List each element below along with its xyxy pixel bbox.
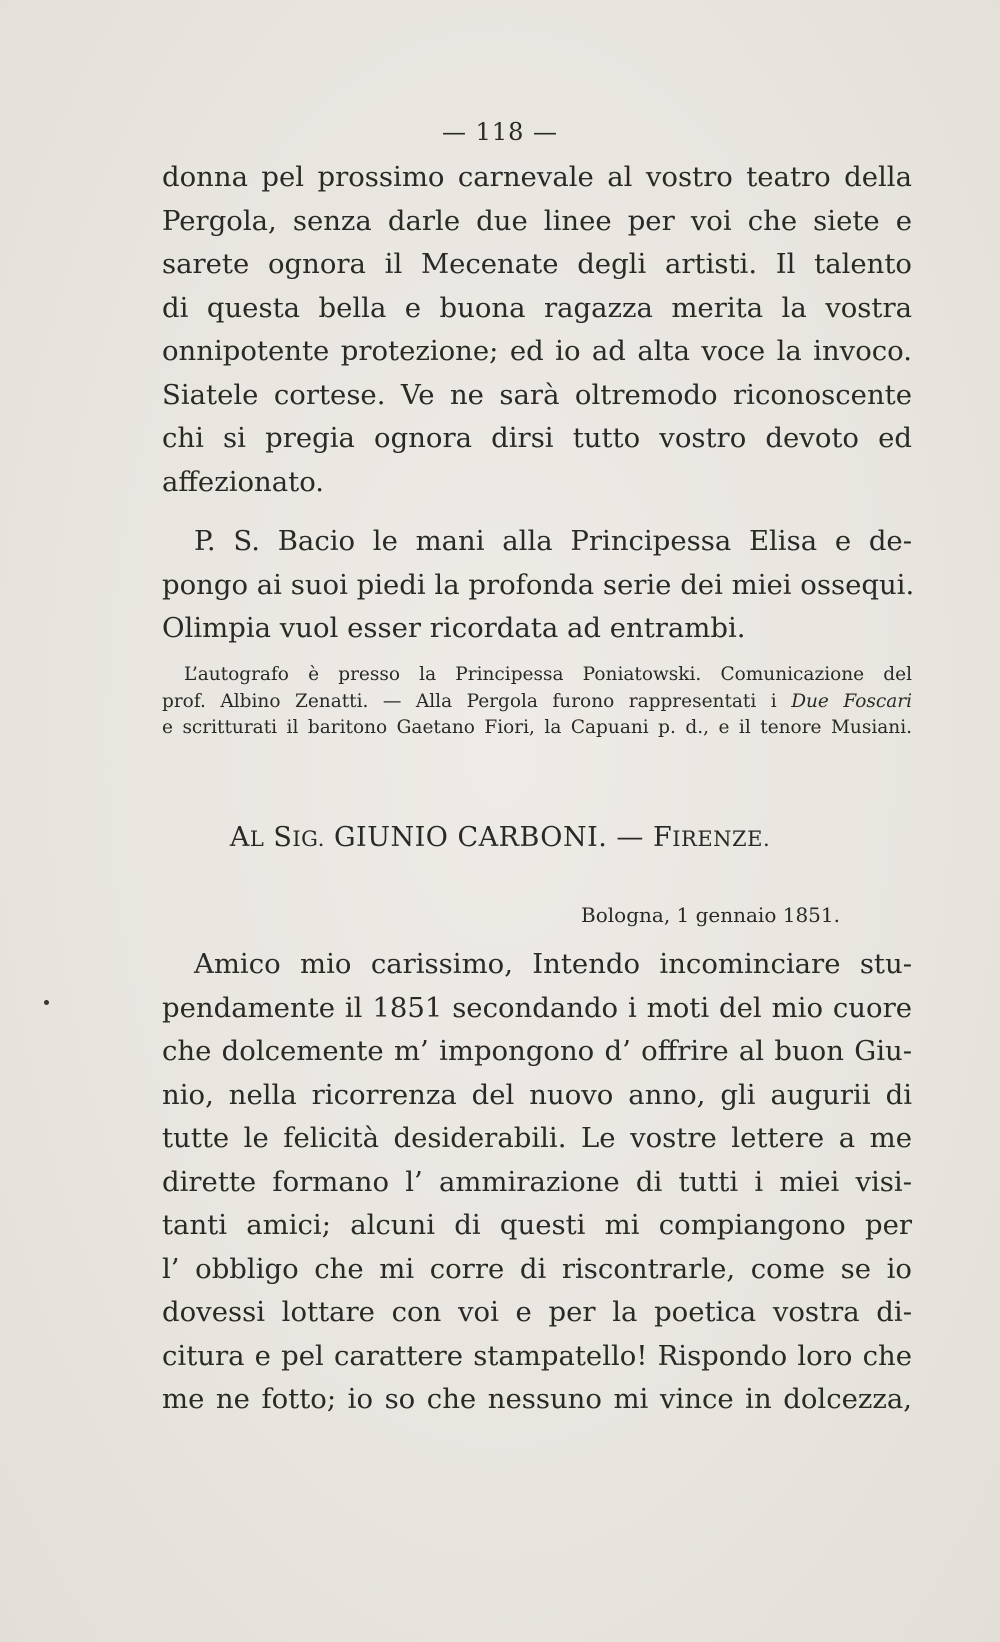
heading-recipient-name: GIUNIO CARBONI. — bbox=[333, 822, 644, 853]
new-letter-paragraph bbox=[162, 943, 912, 1422]
text-line: chi si pregia ognora dirsi tutto vostro devoto ed bbox=[162, 422, 912, 454]
text-line: dovessi lottare con voi e per la poetica vostra di- bbox=[162, 1296, 912, 1328]
heading-al-cap: A bbox=[229, 822, 250, 853]
text-line: sarete ognora il Mecenate degli artisti. Il talento bbox=[162, 248, 912, 280]
footnote-text: prof. Albino Zenatti. — Alla Pergola furono rappresentati i bbox=[162, 690, 777, 712]
heading-sig-cap: S bbox=[273, 822, 293, 853]
margin-ink-speck bbox=[44, 1000, 49, 1005]
text-line: onnipotente protezione; ed io ad alta voce la invoco. bbox=[162, 335, 912, 367]
footnote-opera-title: Due Foscari bbox=[791, 690, 912, 712]
text-line: P. S. Bacio le mani alla Principessa Elisa e de- bbox=[194, 525, 912, 557]
footnote-line: e scritturati il baritono Gaetano Fiori, la Capuani p. d., e il tenore Musiani. bbox=[162, 717, 912, 738]
text-line: citura e pel carattere stampatello! Rispondo loro che bbox=[162, 1339, 912, 1372]
heading-city-cap: F bbox=[653, 822, 673, 853]
page-number: — 118 — bbox=[441, 118, 559, 146]
dateline: Bologna, 1 gennaio 1851. bbox=[581, 903, 840, 927]
footnote-line: L’autografo è presso la Principessa Poniatowski. Comunicazione del bbox=[184, 664, 912, 685]
text-line: affezionato. bbox=[162, 465, 325, 498]
text-line: Siatele cortese. Ve ne sarà oltremodo riconoscente bbox=[162, 378, 912, 411]
postscript-paragraph bbox=[162, 520, 915, 651]
text-line: nio, nella ricorrenza del nuovo anno, gli augurii di bbox=[162, 1078, 912, 1111]
text-line: l’ obbligo che mi corre di riscontrarle, come se io bbox=[162, 1252, 912, 1285]
text-line: di questa bella e buona ragazza merita la vostra bbox=[162, 291, 912, 324]
text-line: Olimpia vuol esser ricordata ad entrambi. bbox=[162, 612, 746, 644]
text-line: che dolcemente m’ impongono d’ offrire al buon Giu- bbox=[162, 1035, 912, 1067]
footnote bbox=[162, 662, 912, 742]
text-line: Amico mio carissimo, Intendo incominciare stu- bbox=[194, 948, 912, 980]
letter-heading bbox=[0, 822, 1000, 853]
text-line: donna pel prossimo carnevale al vostro teatro della bbox=[162, 161, 912, 193]
text-line: tutte le felicità desiderabili. Le vostre lettere a me bbox=[162, 1122, 912, 1154]
heading-al-rest: L bbox=[249, 827, 265, 851]
text-line: tanti amici; alcuni di questi mi compiangono per bbox=[162, 1209, 912, 1241]
letter-end-paragraph bbox=[162, 156, 912, 504]
text-line: dirette formano l’ ammirazione di tutti i miei visi- bbox=[162, 1165, 912, 1198]
footnote-line bbox=[162, 689, 912, 716]
heading-sig-rest: IG. bbox=[292, 827, 325, 851]
text-line: pendamente il 1851 secondando i moti del mio cuore bbox=[162, 991, 912, 1024]
text-line: pongo ai suoi piedi la profonda serie dei miei ossequi. bbox=[162, 568, 915, 601]
text-line: Pergola, senza darle due linee per voi che siete e bbox=[162, 204, 912, 237]
text-line: me ne fotto; io so che nessuno mi vince in dolcezza, bbox=[162, 1383, 912, 1415]
heading-city-rest: IRENZE. bbox=[672, 827, 771, 851]
